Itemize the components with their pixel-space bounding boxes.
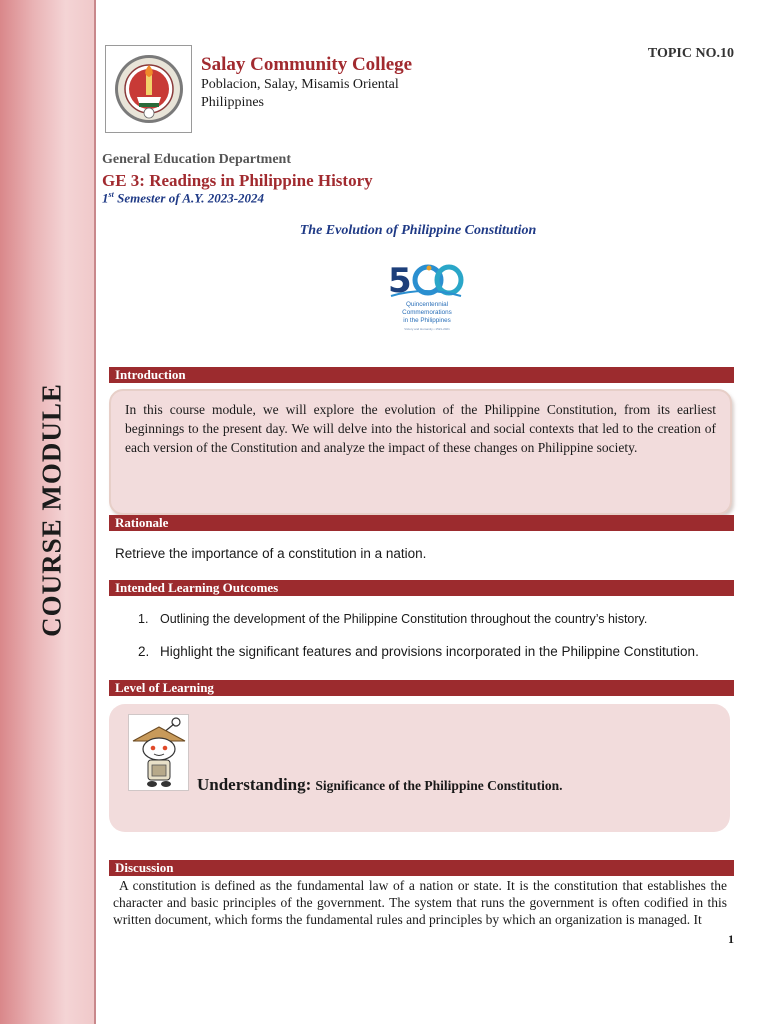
logo-caption-3: in the Philippines — [403, 317, 451, 324]
rationale-heading: Rationale — [109, 515, 734, 531]
level-understanding — [197, 775, 562, 795]
quincentennial-500-logo — [385, 256, 467, 336]
discussion-heading: Discussion — [109, 860, 734, 876]
outcomes-heading: Intended Learning Outcomes — [109, 580, 734, 596]
college-country: Philippines — [201, 95, 265, 110]
logo-caption-1: Quincentennial — [405, 301, 448, 308]
topic-number: TOPIC NO.10 — [647, 46, 734, 61]
list-item: 2. Highlight the significant features and provisions incorporated in the Philippine Constitution. — [138, 644, 699, 659]
page-number: 1 — [728, 932, 734, 946]
level-box — [109, 704, 730, 832]
level-heading: Level of Learning — [109, 680, 734, 696]
college-address: Poblacion, Salay, Misamis Oriental — [201, 77, 399, 92]
college-seal-icon — [105, 45, 192, 133]
introduction-box — [109, 389, 732, 515]
introduction-heading: Introduction — [109, 367, 734, 383]
discussion-text: A constitution is defined as the fundamental law of a nation or state. It is the constitution that establishes the character and basic principles of the government. The system that runs the government is often codified in this written document, which forms the fundamental rules and principles by which an organization is managed. It — [113, 878, 727, 927]
quincentennial-500-icon — [385, 256, 467, 302]
outcome-text: Highlight the significant features and provisions incorporated in the Philippine Constitution. — [160, 644, 699, 659]
logo-caption-small: Victory and Humanity • 1521-2021 — [404, 327, 450, 331]
level-text: Significance of the Philippine Constitution. — [315, 778, 563, 793]
logo-caption-2: Commemorations — [402, 309, 452, 316]
outcome-text: Outlining the development of the Philippine Constitution throughout the country’s history. — [160, 612, 648, 626]
outcomes-list — [138, 612, 699, 659]
rationale-text: Retrieve the importance of a constitution in a nation. — [115, 546, 427, 561]
department-name: General Education Department — [102, 152, 291, 167]
student-mascot-icon — [128, 714, 189, 791]
introduction-text: In this course module, we will explore the evolution of the Philippine Constitution, from its earliest beginnings to the present day. We will delve into the historical and social contexts that led to the creation of each version of the Constitution and analyze the impact of these changes on Philippine society. — [125, 402, 716, 455]
module-title: The Evolution of Philippine Constitution — [299, 223, 537, 238]
college-name: Salay Community College — [201, 54, 413, 75]
semester: 1st Semester of A.Y. 2023-2024 — [102, 190, 265, 206]
list-item: 1. Outlining the development of the Philippine Constitution throughout the country’s history. — [138, 612, 699, 644]
course-title: GE 3: Readings in Philippine History — [102, 171, 373, 190]
svg-text:5: 5 — [388, 261, 412, 301]
course-module-vertical-title: COURSE MODULE — [36, 383, 67, 637]
level-label: Understanding: — [197, 775, 312, 794]
